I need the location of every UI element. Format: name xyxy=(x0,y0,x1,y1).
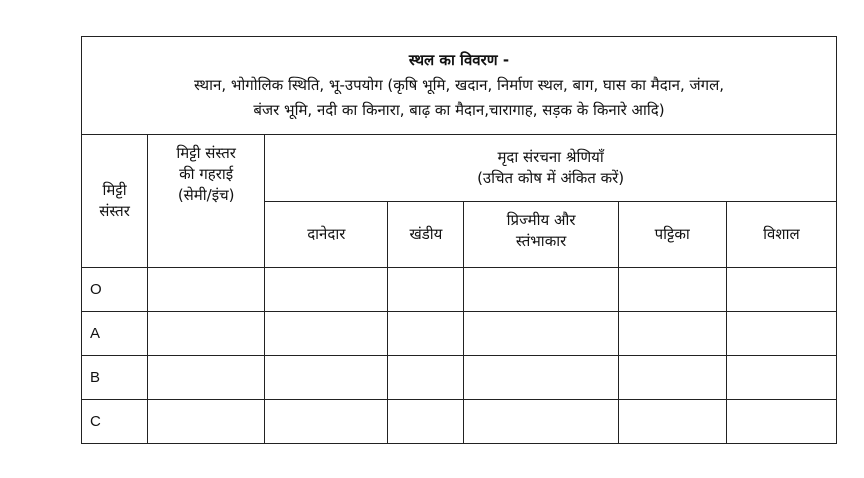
depth-header-line-3: (सेमी/इंच) xyxy=(177,186,235,204)
table-row xyxy=(82,400,837,444)
depth-header-line-1: मिट्टी संस्तर xyxy=(176,144,236,162)
granular-check-cell[interactable] xyxy=(265,400,388,444)
column-header-layer-depth xyxy=(148,135,265,268)
blocky-check-cell[interactable] xyxy=(388,356,464,400)
massive-check-cell[interactable] xyxy=(726,312,836,356)
structure-type-label: विशाल xyxy=(763,225,800,243)
soil-structure-table xyxy=(81,36,837,444)
soil-structure-form xyxy=(81,36,837,444)
column-header-soil-layer xyxy=(82,135,148,268)
structure-type-label: पट्टिका xyxy=(654,225,690,243)
depth-input-cell[interactable] xyxy=(148,268,265,312)
platy-check-cell[interactable] xyxy=(618,400,726,444)
massive-check-cell[interactable] xyxy=(726,400,836,444)
structure-type-label-line-2: स्तंभाकार xyxy=(515,232,567,250)
site-description-title: स्थल का विवरण - xyxy=(408,51,510,69)
soil-layer-header-line-1: मिट्टी xyxy=(102,181,127,199)
platy-check-cell[interactable] xyxy=(618,356,726,400)
blocky-check-cell[interactable] xyxy=(388,312,464,356)
structure-type-label: प्रिज्मीय और xyxy=(506,211,576,229)
depth-input-cell[interactable] xyxy=(148,356,265,400)
prismatic-check-cell[interactable] xyxy=(464,356,618,400)
table-row xyxy=(82,268,837,312)
blocky-check-cell[interactable] xyxy=(388,268,464,312)
column-header-platy xyxy=(618,202,726,268)
site-description-cell xyxy=(82,37,837,135)
site-description-line-2: बंजर भूमि, नदी का किनारा, बाढ़ का मैदान,चारागाह, सड़क के किनारे आदि) xyxy=(253,101,665,119)
granular-check-cell[interactable] xyxy=(265,356,388,400)
column-header-granular xyxy=(265,202,388,268)
blocky-check-cell[interactable] xyxy=(388,400,464,444)
depth-input-cell[interactable] xyxy=(148,312,265,356)
depth-header-line-2: की गहराई xyxy=(179,165,234,183)
granular-check-cell[interactable] xyxy=(265,312,388,356)
platy-check-cell[interactable] xyxy=(618,312,726,356)
column-header-prismatic-columnar xyxy=(464,202,618,268)
structure-categories-instruction: (उचित कोष में अंकित करें) xyxy=(477,169,625,187)
structure-type-label: खंडीय xyxy=(409,225,443,243)
prismatic-check-cell[interactable] xyxy=(464,268,618,312)
depth-input-cell[interactable] xyxy=(148,400,265,444)
massive-check-cell[interactable] xyxy=(726,268,836,312)
site-description-line-1: स्थान, भोगोलिक स्थिति, भू-उपयोग (कृषि भूमि, खदान, निर्माण स्थल, बाग, घास का मैदान, जंगल, xyxy=(193,76,725,94)
row-label: C xyxy=(82,400,148,444)
column-header-massive xyxy=(726,202,836,268)
prismatic-check-cell[interactable] xyxy=(464,312,618,356)
row-label: O xyxy=(82,268,148,312)
platy-check-cell[interactable] xyxy=(618,268,726,312)
granular-check-cell[interactable] xyxy=(265,268,388,312)
structure-categories-title: मृदा संरचना श्रेणियाँ xyxy=(497,148,604,166)
row-label: B xyxy=(82,356,148,400)
table-row xyxy=(82,356,837,400)
massive-check-cell[interactable] xyxy=(726,356,836,400)
soil-layer-header-line-2: संस्तर xyxy=(99,202,130,220)
structure-type-label: दानेदार xyxy=(307,225,346,243)
table-row xyxy=(82,312,837,356)
row-label: A xyxy=(82,312,148,356)
column-header-structure-categories xyxy=(265,135,837,202)
prismatic-check-cell[interactable] xyxy=(464,400,618,444)
column-header-blocky xyxy=(388,202,464,268)
